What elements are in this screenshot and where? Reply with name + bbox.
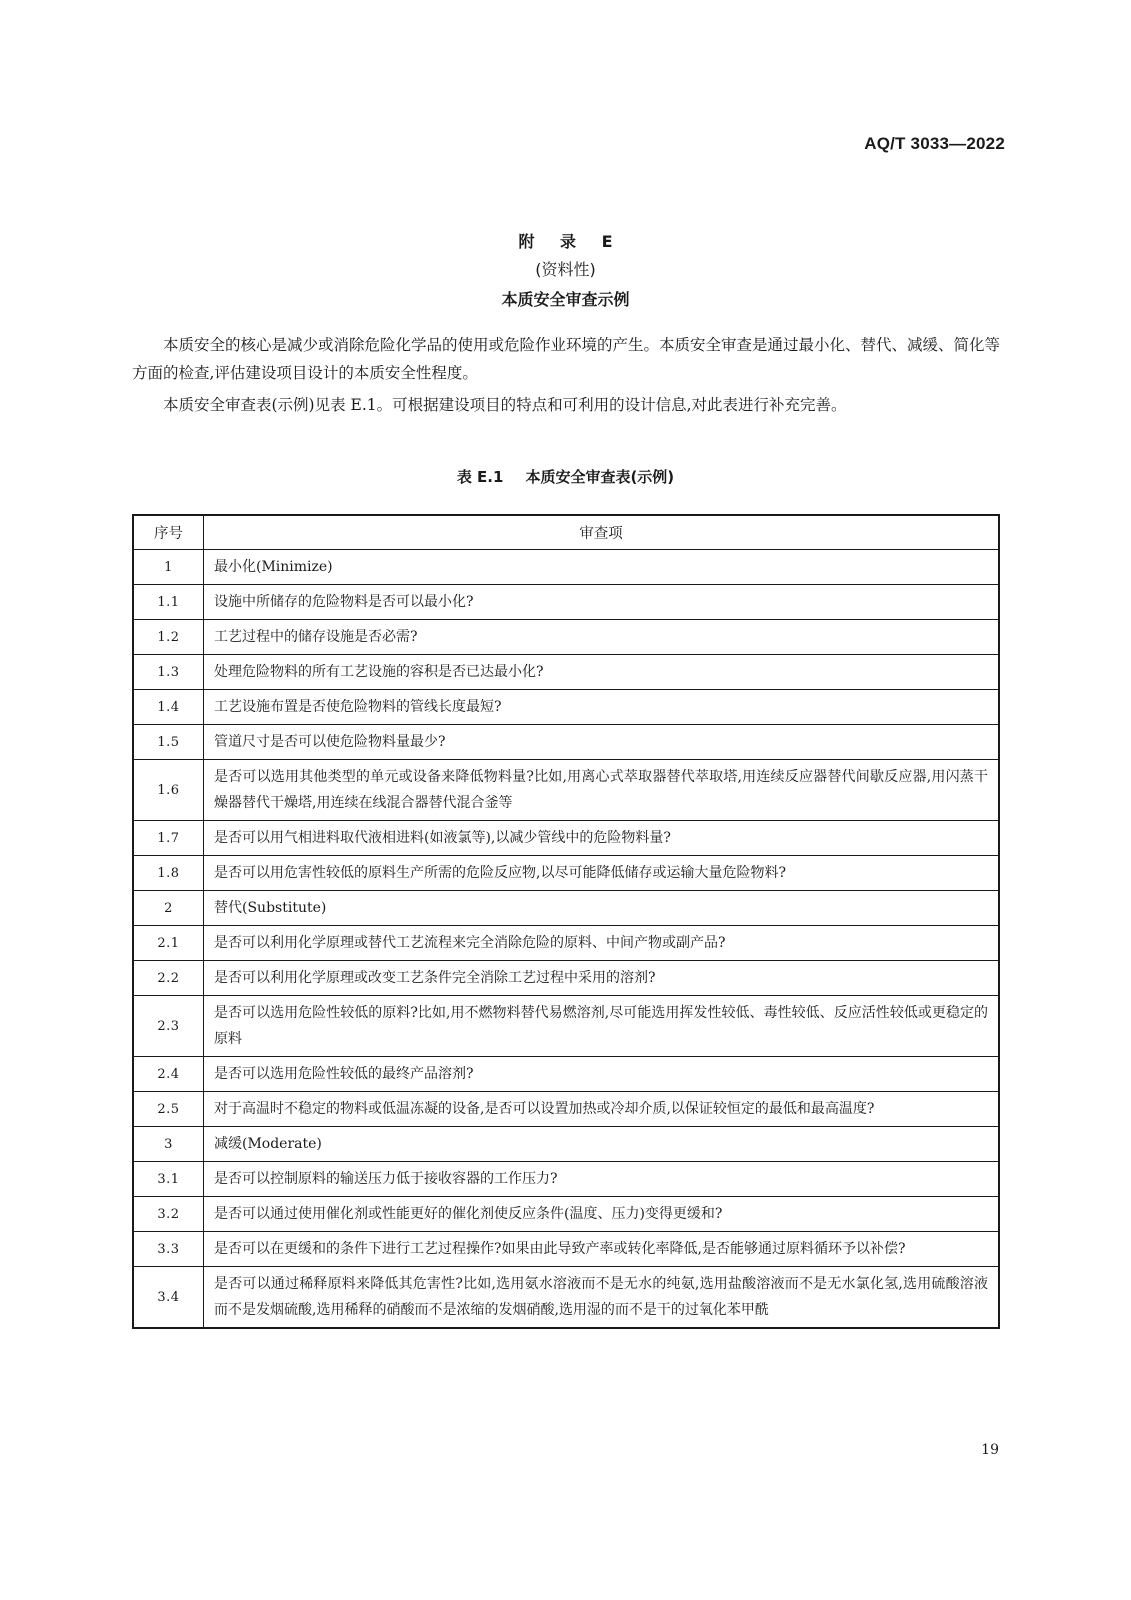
review-item: 设施中所储存的危险物料是否可以最小化? [204,585,1000,620]
header-no: 序号 [133,515,204,550]
row-number: 2.5 [133,1092,204,1127]
row-number: 3.4 [133,1267,204,1329]
table-row [133,620,999,655]
review-item: 工艺过程中的储存设施是否必需? [204,620,1000,655]
row-number: 3 [133,1127,204,1162]
appendix-title: 附 录 E [518,232,623,251]
table-row [133,550,999,585]
review-item: 减缓(Moderate) [204,1127,1000,1162]
row-number: 1.2 [133,620,204,655]
review-item: 是否可以通过使用催化剂或性能更好的催化剂使反应条件(温度、压力)变得更缓和? [204,1197,1000,1232]
row-number: 2 [133,891,204,926]
review-item: 最小化(Minimize) [204,550,1000,585]
table-row [133,1162,999,1197]
table-row [133,585,999,620]
row-number: 1.3 [133,655,204,690]
paragraph-table-reference: 本质安全审查表(示例)见表 E.1。可根据建设项目的特点和可利用的设计信息,对此表进行补充完善。 [163,396,847,414]
header-item: 审查项 [204,515,1000,550]
row-number: 2.1 [133,926,204,961]
table-row [133,1092,999,1127]
table-caption-number: 表 E.1 [456,468,504,486]
table-row [133,856,999,891]
review-item: 是否可以利用化学原理或改变工艺条件完全消除工艺过程中采用的溶剂? [204,961,1000,996]
review-item: 是否可以选用其他类型的单元或设备来降低物料量?比如,用离心式萃取器替代萃取塔,用连续反应器替代间歇反应器,用闪蒸干燥器替代干燥塔,用连续在线混合器替代混合釜等 [204,760,1000,821]
table-row [133,725,999,760]
appendix-name: 本质安全审查示例 [501,290,630,309]
review-item: 对于高温时不稳定的物料或低温冻凝的设备,是否可以设置加热或冷却介质,以保证较恒定的最低和最高温度? [204,1092,1000,1127]
review-item: 管道尺寸是否可以使危险物料量最少? [204,725,1000,760]
standard-code: AQ/T 3033—2022 [864,134,1005,153]
table-body [133,550,999,1329]
review-item: 是否可以用危害性较低的原料生产所需的危险反应物,以尽可能降低储存或运输大量危险物料? [204,856,1000,891]
row-number: 2.2 [133,961,204,996]
row-number: 1.6 [133,760,204,821]
table-row [133,690,999,725]
table-row [133,1197,999,1232]
table-row [133,821,999,856]
row-number: 3.3 [133,1232,204,1267]
row-number: 3.2 [133,1197,204,1232]
row-number: 1.1 [133,585,204,620]
paragraph-intro: 本质安全的核心是减少或消除危险化学品的使用或危险作业环境的产生。本质安全审查是通过最小化、替代、减缓、简化等方面的检查,评估建设项目设计的本质安全性程度。 [132,336,1001,382]
appendix-type: (资料性) [535,260,596,279]
body-text [132,331,1000,423]
row-number: 3.1 [133,1162,204,1197]
review-item: 是否可以选用危险性较低的最终产品溶剂? [204,1057,1000,1092]
table-row [133,760,999,821]
table-row [133,1057,999,1092]
table-row [133,891,999,926]
table-row [133,1267,999,1329]
review-item: 是否可以选用危险性较低的原料?比如,用不燃物料替代易燃溶剂,尽可能选用挥发性较低、毒性较低、反应活性较低或更稳定的原料 [204,996,1000,1057]
row-number: 2.4 [133,1057,204,1092]
table-row [133,926,999,961]
row-number: 2.3 [133,996,204,1057]
review-item: 工艺设施布置是否使危险物料的管线长度最短? [204,690,1000,725]
table-row [133,655,999,690]
table-caption-title: 本质安全审查表(示例) [525,468,675,486]
review-item: 是否可以利用化学原理或替代工艺流程来完全消除危险的原料、中间产物或副产品? [204,926,1000,961]
review-item: 替代(Substitute) [204,891,1000,926]
row-number: 1 [133,550,204,585]
row-number: 1.7 [133,821,204,856]
review-item: 是否可以用气相进料取代液相进料(如液氯等),以减少管线中的危险物料量? [204,821,1000,856]
appendix-heading [0,230,1131,314]
table-row [133,961,999,996]
review-item: 是否可以通过稀释原料来降低其危害性?比如,选用氨水溶液而不是无水的纯氨,选用盐酸溶液而不是无水氯化氢,选用硫酸溶液而不是发烟硫酸,选用稀释的硝酸而不是浓缩的发烟硝酸,选用湿的而不是干的过氧化苯甲酰 [204,1267,1000,1329]
row-number: 1.8 [133,856,204,891]
table-row [133,1232,999,1267]
review-item: 是否可以控制原料的输送压力低于接收容器的工作压力? [204,1162,1000,1197]
table-caption [0,466,1131,487]
table-row [133,1127,999,1162]
page-number: 19 [981,1442,999,1458]
review-item: 是否可以在更缓和的条件下进行工艺过程操作?如果由此导致产率或转化率降低,是否能够通过原料循环予以补偿? [204,1232,1000,1267]
row-number: 1.4 [133,690,204,725]
row-number: 1.5 [133,725,204,760]
review-item: 处理危险物料的所有工艺设施的容积是否已达最小化? [204,655,1000,690]
table-header-row [133,515,999,550]
table-row [133,996,999,1057]
review-table [132,514,1000,1329]
